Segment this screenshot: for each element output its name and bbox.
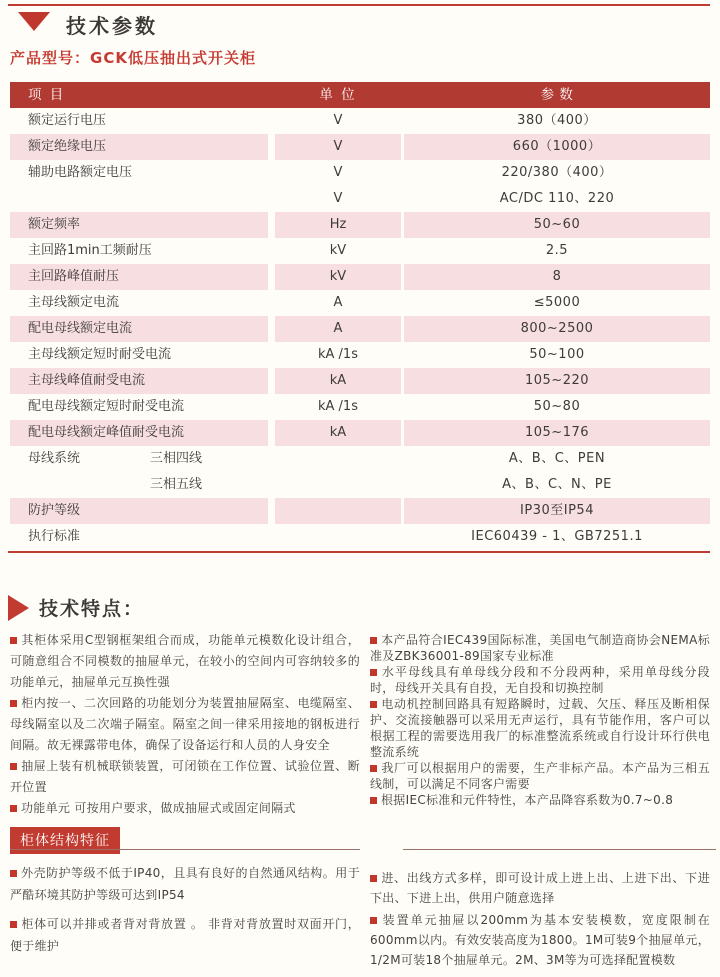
cell-item: 主母线额定短时耐受电流	[28, 347, 172, 362]
top-divider	[8, 4, 710, 6]
section-header-features	[8, 594, 144, 621]
cell-unit: kA	[275, 420, 401, 446]
table-row	[10, 238, 710, 264]
bullet-text: 水平母线具有单母线分段和不分段两种，采用单母线分段时，母线开关具有自投，无自投和切换控制	[370, 665, 710, 695]
cell-unit: kA /1s	[318, 399, 358, 414]
column-gap	[268, 82, 275, 108]
table-row	[10, 108, 710, 134]
bullet-item	[370, 760, 710, 792]
cell-unit: V	[275, 134, 401, 160]
cell-value: 8	[404, 264, 710, 290]
bullet-text: 装置单元抽屉以200mm为基本安装模数，宽度限制在600mm以内。有效安装高度为1800。1M可装9个抽屉单元，1/2M可装18个抽屉单元。2M、3M等为可选择配置模数	[370, 913, 710, 967]
col-header-param: 参 数	[540, 87, 574, 103]
column-gap	[268, 498, 275, 524]
cell-value: 800~2500	[404, 316, 710, 342]
table-row	[10, 446, 710, 472]
bullet-square-icon	[370, 917, 377, 924]
cell-unit: Hz	[275, 212, 401, 238]
cell-value: 2.5	[545, 243, 569, 258]
bullet-text: 抽屉上装有机械联锁装置，可闭锁在工作位置、试验位置、断开位置	[10, 759, 360, 794]
cell-item: 主回路峰值耐压	[10, 264, 268, 290]
table-bottom-divider	[8, 551, 710, 553]
cell-unit: kA /1s	[318, 347, 358, 362]
features-right	[370, 630, 710, 819]
cell-value: 105~220	[404, 368, 710, 394]
column-gap	[268, 420, 275, 446]
cell-value: 660（1000）	[404, 134, 710, 160]
cell-unit: A	[275, 316, 401, 342]
table-row	[10, 472, 710, 498]
table-row	[10, 160, 710, 186]
bullet-text: 进、出线方式多样，即可设计成上进上出、上进下出、下进下出、下进上出，供用户随意选择	[370, 871, 710, 905]
bullet-text: 电动机控制回路具有短路瞬时，过载、欠压、释压及断相保护、交流接触器可以采用无声运行，具有节能作用，客户可以根据工程的需要选用我厂的标准整流系统或自行设计环行供电整流系统	[370, 697, 710, 759]
col-header-item: 项 目	[28, 87, 66, 103]
bullet-text: 根据IEC标准和元件特性，本产品降容系数为0.7~0.8	[381, 793, 674, 807]
bullet-square-icon	[10, 700, 17, 707]
bullet-item	[10, 862, 360, 906]
cell-item	[10, 472, 268, 498]
cell-unit: A	[333, 295, 343, 310]
cell-unit: V	[333, 191, 343, 206]
spec-table-header	[10, 82, 710, 108]
cell-unit: kV	[329, 243, 347, 258]
bullet-square-icon	[10, 870, 17, 877]
table-row	[10, 264, 710, 290]
table-row	[10, 290, 710, 316]
bullet-square-icon	[370, 669, 377, 676]
cell-unit	[275, 498, 401, 524]
cell-item: 额定频率	[10, 212, 268, 238]
bullet-square-icon	[10, 763, 17, 770]
structure-columns	[10, 860, 710, 972]
cell-unit	[275, 472, 401, 498]
cell-unit: kV	[275, 264, 401, 290]
bullet-item	[370, 792, 710, 808]
cell-item: 主母线峰值耐受电流	[10, 368, 268, 394]
bullet-item	[10, 756, 360, 798]
cell-value: IEC60439 - 1、GB7251.1	[471, 529, 643, 544]
bullet-text: 其柜体采用C型钢框架组合而成，功能单元模数化设计组合，可随意组合不同模数的抽屉单元，在较小的空间内可容纳较多的功能单元，抽屉单元互换性强	[10, 633, 360, 689]
cell-value: 50~100	[529, 347, 585, 362]
cell-item	[10, 186, 268, 212]
cell-item: 配电母线额定短时耐受电流	[28, 399, 185, 414]
cell-unit	[275, 524, 401, 550]
cell-item: 主母线额定电流	[28, 295, 120, 310]
bullet-square-icon	[370, 765, 377, 772]
bullet-text: 我厂可以根据用户的需要，生产非标产品。本产品为三相五线制，可以满足不同客户需要	[370, 761, 710, 791]
cell-value: A、B、C、N、PE	[502, 477, 612, 492]
column-gap	[268, 264, 275, 290]
bullet-item	[10, 798, 360, 819]
bullet-square-icon	[370, 637, 377, 644]
table-row	[10, 420, 710, 446]
cell-value: AC/DC 110、220	[499, 191, 615, 206]
column-gap	[268, 316, 275, 342]
features-title: 技术特点：	[39, 598, 145, 620]
column-gap	[268, 342, 275, 368]
structure-divider-left	[10, 849, 360, 850]
table-row	[10, 212, 710, 238]
table-row	[10, 342, 710, 368]
table-row	[10, 316, 710, 342]
bullet-item	[370, 910, 710, 970]
cell-item-sub: 三相四线	[150, 451, 203, 466]
table-row	[10, 186, 710, 212]
column-gap	[268, 212, 275, 238]
cell-unit	[275, 446, 401, 472]
bullet-square-icon	[10, 805, 17, 812]
bullet-square-icon	[370, 701, 377, 708]
cell-value: A、B、C、PEN	[508, 451, 606, 466]
cell-value: IP30至IP54	[404, 498, 710, 524]
table-row	[10, 524, 710, 550]
features-left	[10, 630, 360, 819]
cell-value: 105~176	[404, 420, 710, 446]
structure-banner: 柜体结构特征	[10, 827, 120, 854]
cell-item: 母线系统 三相四线	[10, 446, 268, 472]
bullet-text: 本产品符合IEC439国际标准，美国电气制造商协会NEMA标准及ZBK36001-89国家专业标准	[370, 633, 710, 663]
bullet-item	[370, 664, 710, 696]
column-gap	[268, 238, 275, 264]
column-gap	[268, 524, 275, 550]
column-gap	[268, 134, 275, 160]
bullet-square-icon	[10, 921, 17, 928]
column-gap	[268, 472, 275, 498]
structure-left	[10, 860, 360, 972]
column-gap	[268, 446, 275, 472]
page-title: 技术参数	[66, 14, 158, 38]
spec-table-body	[10, 108, 710, 550]
column-gap	[268, 160, 275, 186]
column-gap	[268, 368, 275, 394]
cell-item: 配电母线额定电流	[10, 316, 268, 342]
cell-unit: V	[333, 113, 343, 128]
col-header-unit: 单 位	[319, 87, 357, 103]
bullet-item	[10, 693, 360, 756]
cell-value: ≤5000	[533, 295, 581, 310]
cell-item: 配电母线额定峰值耐受电流	[10, 420, 268, 446]
cell-unit: kA	[275, 368, 401, 394]
column-gap	[268, 290, 275, 316]
bullet-text: 外壳防护等级不低于IP40，且具有良好的自然通风结构。用于严酷环境其防护等级可达到IP54	[10, 866, 360, 902]
table-row	[10, 498, 710, 524]
structure-divider-right	[403, 849, 716, 850]
table-row	[10, 134, 710, 160]
bullet-text: 柜内按一、二次回路的功能划分为装置抽屉隔室、电缆隔室、母线隔室以及二次端子隔室。隔室之间一律采用接地的钢板进行间隔。故无裸露带电体，确保了设备运行和人员的人身安全	[10, 696, 360, 752]
column-gap	[268, 186, 275, 212]
cell-item-sub: 三相五线	[150, 477, 203, 492]
cell-item: 额定运行电压	[28, 113, 107, 128]
triangle-right-icon	[8, 595, 29, 621]
table-row	[10, 368, 710, 394]
section-header-parameters	[18, 10, 158, 39]
cell-item: 防护等级	[10, 498, 268, 524]
features-columns	[10, 630, 710, 819]
bullet-text: 柜体可以并排或者背对背放置 。 非背对背放置时双面开门，便于维护	[10, 917, 360, 953]
cell-value: 380（400）	[517, 113, 597, 128]
bullet-text: 功能单元 可按用户要求，做成抽屉式或固定间隔式	[21, 801, 296, 815]
cell-value: 220/380（400）	[501, 165, 613, 180]
triangle-down-icon	[18, 12, 50, 31]
bullet-item	[370, 868, 710, 908]
product-model: 产品型号：GCK低压抽出式开关柜	[10, 49, 256, 67]
column-gap	[268, 108, 275, 134]
structure-right	[370, 860, 710, 972]
cell-item: 主回路1min工频耐压	[28, 243, 152, 258]
column-gap	[268, 394, 275, 420]
cell-unit: V	[333, 165, 343, 180]
spec-table	[10, 82, 710, 550]
bullet-item	[370, 696, 710, 760]
bullet-item	[370, 632, 710, 664]
table-row	[10, 394, 710, 420]
cell-value: 50~60	[404, 212, 710, 238]
cell-item: 额定绝缘电压	[10, 134, 268, 160]
bullet-square-icon	[370, 875, 377, 882]
bullet-square-icon	[370, 797, 377, 804]
cell-value: 50~80	[533, 399, 581, 414]
bullet-square-icon	[10, 637, 17, 644]
bullet-item	[10, 913, 360, 957]
bullet-item	[10, 630, 360, 693]
cell-item: 辅助电路额定电压	[28, 165, 133, 180]
cell-item: 执行标准	[28, 529, 81, 544]
